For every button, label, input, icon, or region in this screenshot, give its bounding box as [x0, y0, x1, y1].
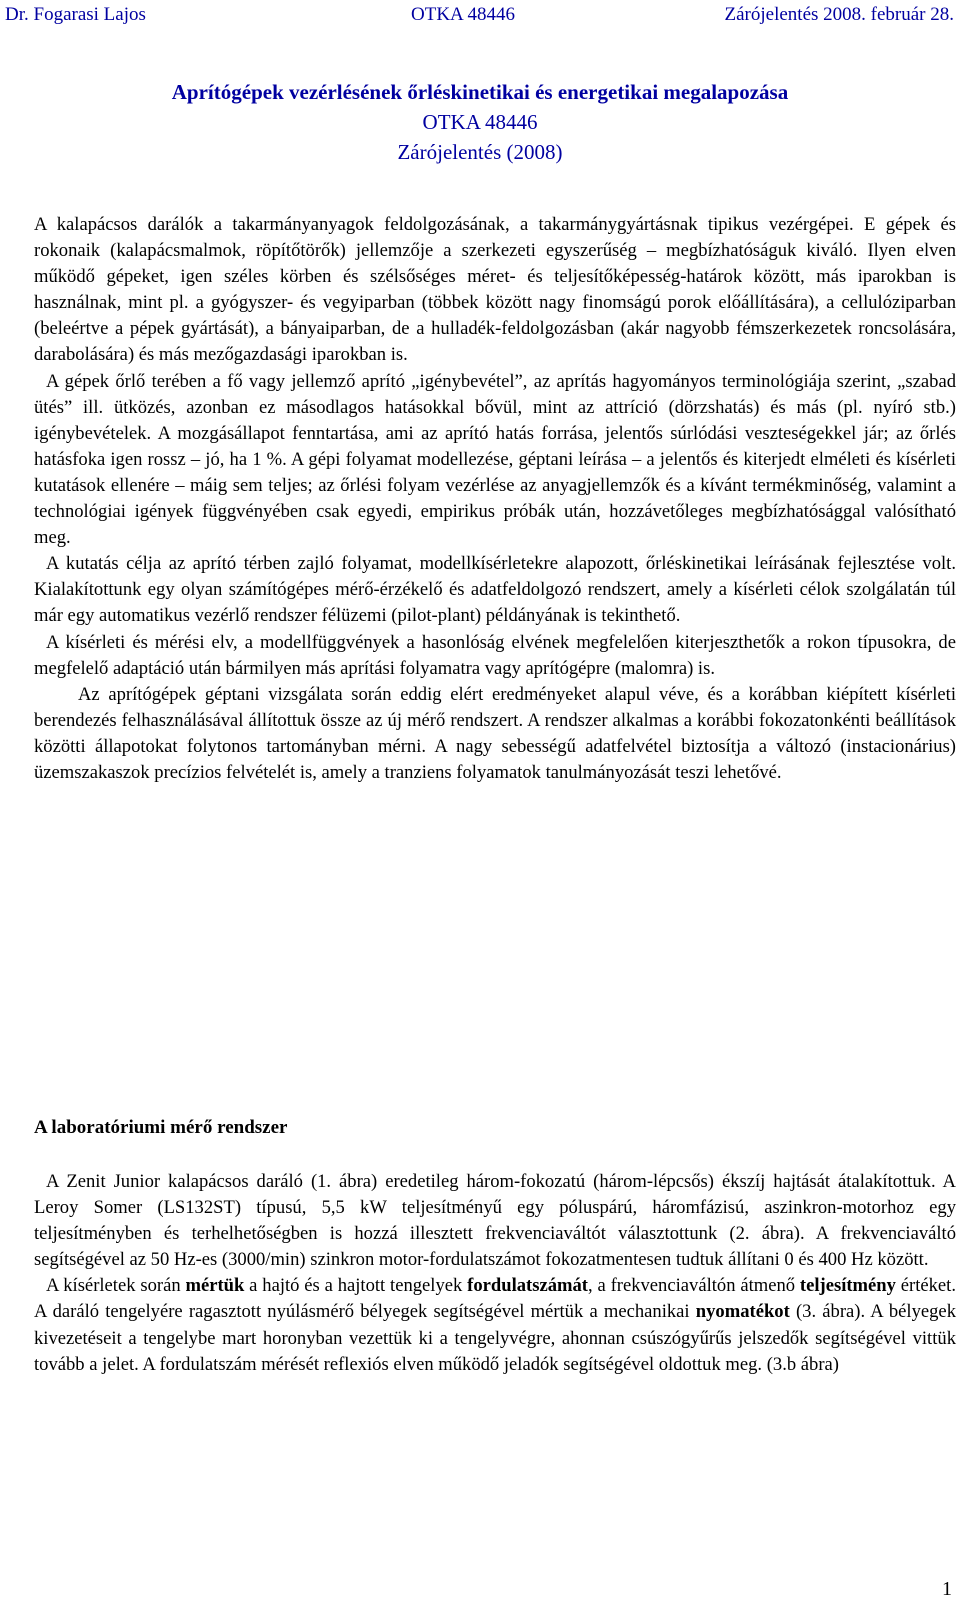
- section-paragraph-1: A Zenit Junior kalapácsos daráló (1. ábra) eredetileg három-fokozatú (három-lépcsős) ékszíj hajtását átalakítottuk. A Leroy Somer (LS132ST) típusú, 5,5 kW teljesítményű egy póluspárú, háromfázisú, aszinkron-motorhoz egy teljesítményben és terhelhetőségben is hozzá illesztett frekvenciaváltót választottunk (2. ábra). A frekvenciaváltó segítségével az 50 Hz-es (3000/min) szinkron motor-fordulatszámot fokozatmentesen tudtuk állítani 0 és 400 Hz között.: [34, 1171, 956, 1271]
- header-grant: OTKA 48446: [411, 4, 515, 25]
- intro-paragraph-3: A kutatás célja az aprító térben zajló folyamat, modellkísérletekre alapozott, őrléskinetikai leírásának fejlesztése volt. Kialakítottunk egy olyan számítógépes mérő-érzékelő és adatfeldolgozó rendszert, amely a kísérleti célok szolgálatán túl már egy automatikus vezérlő rendszer félüzemi (pilot-plant) példányának is tekinthető.: [34, 553, 956, 627]
- p2-text-5: (3. ábra). A bélyegek kivezetéseit a tengelybe mart horonyban vezettük ki a tengelyvégre, ahonnan csúszógyűrűs jelszedők segítségével vittük tovább a jelet. A fordulatszám mérését reflexiós elven működő jeladók segítségével oldottuk meg. (3.b ábra): [34, 1301, 956, 1375]
- p2-text-4: értéket. A daráló tengelyére ragasztott nyúlásmérő bélyegek segítségével mértük a mechanikai: [34, 1275, 956, 1323]
- section-heading: A laboratóriumi mérő rendszer: [34, 1117, 288, 1138]
- intro-text: [34, 212, 956, 786]
- header-author: Dr. Fogarasi Lajos: [5, 4, 146, 25]
- section-paragraph-2: [34, 1273, 956, 1377]
- p2-bold-speed: fordulatszámát: [467, 1275, 588, 1297]
- intro-paragraph-2: A gépek őrlő terében a fő vagy jellemző aprító „igénybevétel”, az aprítás hagyományos terminológiája szerint, „szabad ütés” ill. ütközés, azonban ez másodlagos hatásokkal bővül, mint az attríció (dörzshatás) és más (pl. nyíró stb.) igénybevételek. A mozgásállapot fenntartása, ami az aprító hatás forrása, jelentős súrlódási veszteségekkel jár; az őrlés hatásfoka igen rossz – jó, ha 1 %. A gépi folyamat modellezése, géptani leírása – a jelentős és kiterjedt elméleti és kísérleti kutatások ellenére – máig sem teljes; az őrlési folyam vezérlése az anyagjellemzők és a kívánt termékminőség, valamint a technológiai igények függvényében csak egyedi, empirikus próbák után, hozzávetőleges megbízhatósággal valósítható meg.: [34, 370, 956, 549]
- p2-bold-power: teljesítmény: [799, 1275, 896, 1297]
- p2-text-3: , a frekvenciaváltón átmenő: [588, 1275, 800, 1297]
- p2-text-1: A kísérletek során: [46, 1275, 186, 1297]
- page-title: Aprítógépek vezérlésének őrléskinetikai és energetikai megalapozása: [171, 80, 789, 104]
- p2-text-2: a hajtó és a hajtott tengelyek: [244, 1275, 468, 1297]
- title-grant: OTKA 48446: [422, 110, 538, 134]
- title-block: [0, 77, 960, 167]
- running-header: [0, 4, 960, 30]
- intro-paragraph-4: A kísérleti és mérési elv, a modellfüggvények a hasonlóság elvének megfelelően kiterjeszthetők a rokon típusokra, de megfelelő adaptáció után bármilyen más aprítási folyamatra vagy aprítógépre (malomra) is.: [34, 631, 956, 679]
- page-number: 1: [942, 1578, 952, 1600]
- p2-bold-torque: nyomatékot: [695, 1301, 790, 1323]
- intro-paragraph-5: Az aprítógépek géptani vizsgálata során eddig elért eredményeket alapul véve, és a korábban kiépített kísérleti berendezés felhasználásával állítottuk össze az új mérő rendszert. A rendszer alkalmas a korábbi fokozatonkénti beállítások közötti állapotokat folytonos tartományban mérni. A nagy sebességű adatfelvétel biztosítja a változó (instacionárius) üzemszakaszok precízios felvételét is, amely a tranziens folyamatok tanulmányozását teszi lehetővé.: [34, 683, 956, 783]
- title-report: Zárójelentés (2008): [397, 140, 563, 164]
- p2-bold-measured: mértük: [185, 1275, 245, 1297]
- section-text: [34, 1169, 956, 1378]
- header-report-date: Zárójelentés 2008. február 28.: [724, 4, 954, 25]
- intro-paragraph-1: A kalapácsos darálók a takarmányanyagok feldolgozásának, a takarmánygyártásnak tipikus vezérgépei. E gépek és rokonaik (kalapácsmalmok, röpítőtörők) jellemzője a szerkezeti egyszerűség – megbízhatóságuk kiváló. Ilyen elven működő gépeket, igen széles körben és szélsőséges méret- és teljesítőképesség-határok között, más iparokban is használnak, mint pl. a gyógyszer- és vegyiparban (többek között nagy finomságú porok előállítására), a cellulóziparban (beleértve a pépek gyártását), a bányaiparban, de a hulladék-feldolgozásban (akár nagyobb fémszerkezetek roncsolására, darabolására) és más mezőgazdasági iparokban is.: [34, 214, 956, 366]
